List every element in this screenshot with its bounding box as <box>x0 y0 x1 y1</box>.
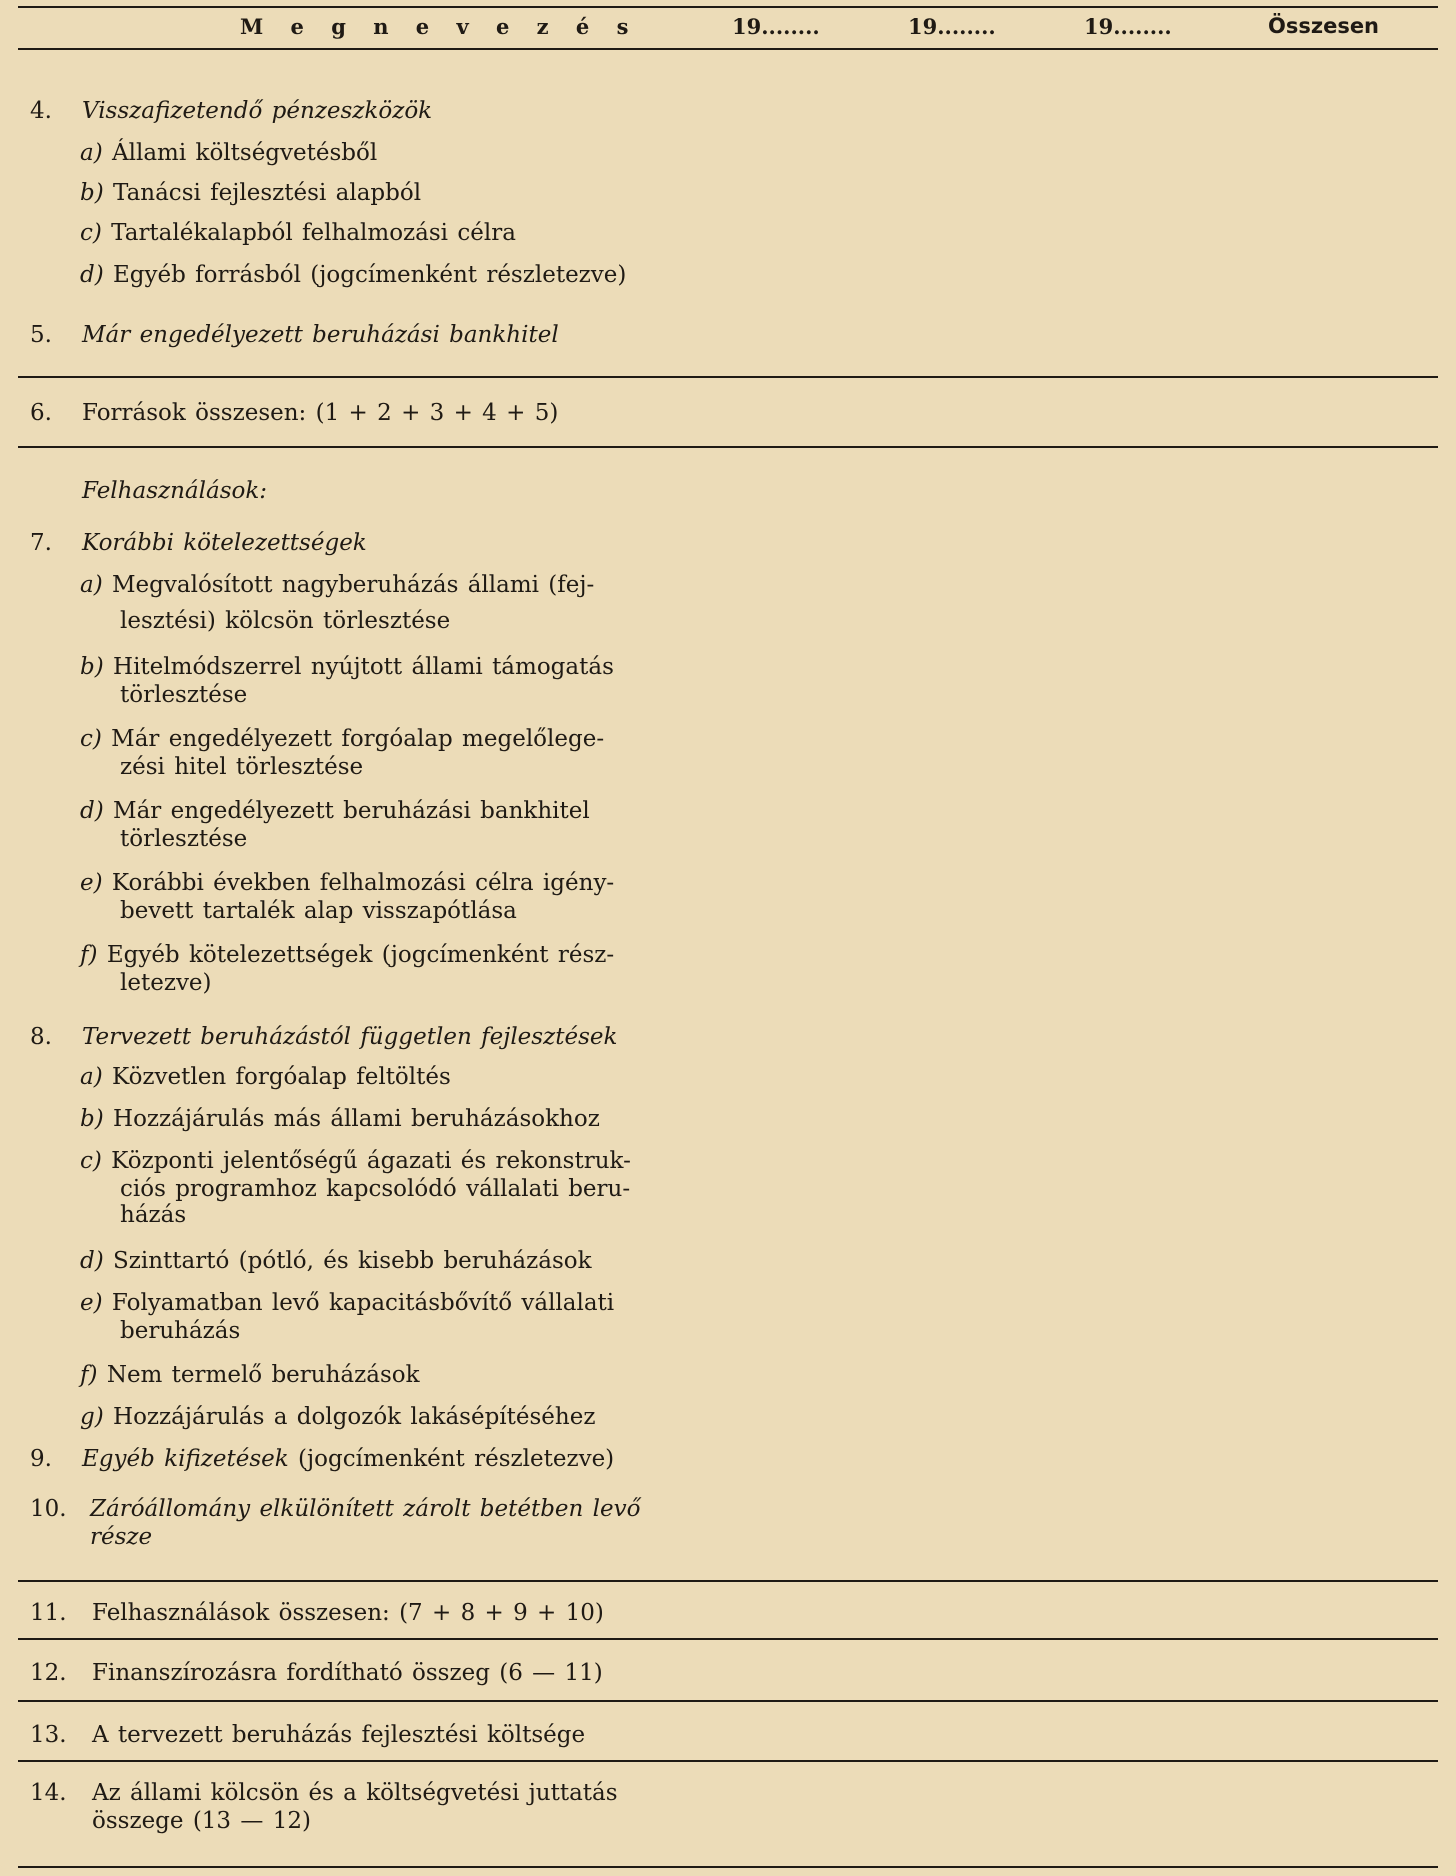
item-label: Megvalósított nagyberuházás állami (fej- <box>112 572 595 598</box>
item-letter: c) <box>80 726 102 752</box>
item-label-cont: ciós programhoz kapcsolódó vállalati beru- <box>120 1176 631 1202</box>
item-number: 8. <box>30 1024 52 1050</box>
item-label: Már engedélyezett forgóalap megelőlege- <box>111 726 605 752</box>
item-label: Korábbi években felhalmozási célra igény- <box>111 870 615 896</box>
item-label-cont: törlesztése <box>120 682 248 708</box>
item-label: Központi jelentőségű ágazati és rekonstruk- <box>111 1148 631 1174</box>
item-letter: a) <box>80 572 103 598</box>
header-total: Összesen <box>1268 14 1380 38</box>
item-number: 13. <box>30 1722 67 1748</box>
top-rule <box>18 6 1438 8</box>
item-number: 7. <box>30 530 52 556</box>
item-letter: e) <box>80 1290 103 1316</box>
item-number: 11. <box>30 1600 67 1626</box>
item-number: 10. <box>30 1496 67 1522</box>
item-number: 12. <box>30 1660 67 1686</box>
item-letter: e) <box>80 870 103 896</box>
item-number: 14. <box>30 1780 67 1806</box>
table-header <box>0 14 1456 44</box>
section-rule <box>18 1638 1438 1640</box>
item-label: Egyéb kifizetések <box>82 1446 289 1472</box>
item-letter: c) <box>80 220 102 246</box>
item-letter: d) <box>80 262 104 288</box>
section-rule <box>18 1580 1438 1582</box>
item-label: Tanácsi fejlesztési alapból <box>113 180 422 206</box>
item-label: Korábbi kötelezettségek <box>82 530 367 556</box>
item-label: Források összesen: (1 + 2 + 3 + 4 + 5) <box>82 400 559 426</box>
item-label: Egyéb forrásból (jogcímenként részletezve) <box>113 262 627 288</box>
header-name: M e g n e v e z é s <box>240 14 639 39</box>
item-label: A tervezett beruházás fejlesztési költsége <box>92 1722 586 1748</box>
item-number: 4. <box>30 98 52 124</box>
item-label-cont: része <box>90 1524 153 1550</box>
item-letter: a) <box>80 1064 103 1090</box>
header-year-1: 19........ <box>732 14 820 39</box>
item-label-cont: beruházás <box>120 1318 241 1344</box>
item-label: Hitelmódszerrel nyújtott állami támogatás <box>113 654 614 680</box>
item-label: Tervezett beruházástól független fejlesztések <box>82 1024 618 1050</box>
item-letter: a) <box>80 140 103 166</box>
item-label: Nem termelő beruházások <box>106 1362 420 1388</box>
item-label: Az állami kölcsön és a költségvetési juttatás <box>92 1780 618 1806</box>
item-label: Finanszírozásra fordítható összeg (6 — 11) <box>92 1660 603 1686</box>
item-letter: d) <box>80 1248 104 1274</box>
section-rule <box>18 376 1438 378</box>
item-label: Hozzájárulás más állami beruházásokhoz <box>113 1106 600 1132</box>
item-label-cont: zési hitel törlesztése <box>120 754 364 780</box>
item-label: Már engedélyezett beruházási bankhitel <box>82 322 559 348</box>
item-label: Záróállomány elkülönített zárolt betétben levő <box>90 1496 641 1522</box>
item-letter: d) <box>80 798 104 824</box>
item-label: Tartalékalapból felhalmozási célra <box>111 220 516 246</box>
item-label: Közvetlen forgóalap feltöltés <box>112 1064 451 1090</box>
item-label: Egyéb kötelezettségek (jogcímenként rész- <box>106 942 615 968</box>
item-label: Szinttartó (pótló, és kisebb beruházások <box>113 1248 592 1274</box>
item-letter: b) <box>80 654 104 680</box>
section-title: Felhasználások: <box>82 478 268 504</box>
bottom-rule <box>18 1866 1438 1868</box>
item-letter: c) <box>80 1148 102 1174</box>
item-label: Állami költségvetésből <box>112 140 378 166</box>
item-number: 5. <box>30 322 52 348</box>
item-letter: b) <box>80 1106 104 1132</box>
section-rule <box>18 446 1438 448</box>
item-number: 6. <box>30 400 52 426</box>
header-year-3: 19........ <box>1084 14 1172 39</box>
item-letter: f) <box>80 942 98 968</box>
item-letter: g) <box>80 1404 104 1430</box>
section-rule <box>18 1700 1438 1702</box>
item-label: Már engedélyezett beruházási bankhitel <box>113 798 590 824</box>
item-label-cont: letezve) <box>120 970 212 996</box>
item-label: Felhasználások összesen: (7 + 8 + 9 + 10) <box>92 1600 604 1626</box>
item-label-cont: törlesztése <box>120 826 248 852</box>
item-label-rest: (jogcímenként részletezve) <box>298 1446 615 1472</box>
item-letter: f) <box>80 1362 98 1388</box>
item-label-cont: összege (13 — 12) <box>92 1808 311 1834</box>
section-rule <box>18 1760 1438 1762</box>
item-label: Hozzájárulás a dolgozók lakásépítéséhez <box>113 1404 596 1430</box>
item-label-cont: bevett tartalék alap visszapótlása <box>120 898 517 924</box>
item-number: 9. <box>30 1446 52 1472</box>
item-label-cont: házás <box>120 1202 187 1228</box>
item-letter: b) <box>80 180 104 206</box>
item-label-cont: lesztési) kölcsön törlesztése <box>120 608 451 634</box>
header-rule <box>18 48 1438 50</box>
item-label: Folyamatban levő kapacitásbővítő vállalati <box>111 1290 615 1316</box>
header-year-2: 19........ <box>908 14 996 39</box>
item-label: Visszafizetendő pénzeszközök <box>82 98 433 124</box>
